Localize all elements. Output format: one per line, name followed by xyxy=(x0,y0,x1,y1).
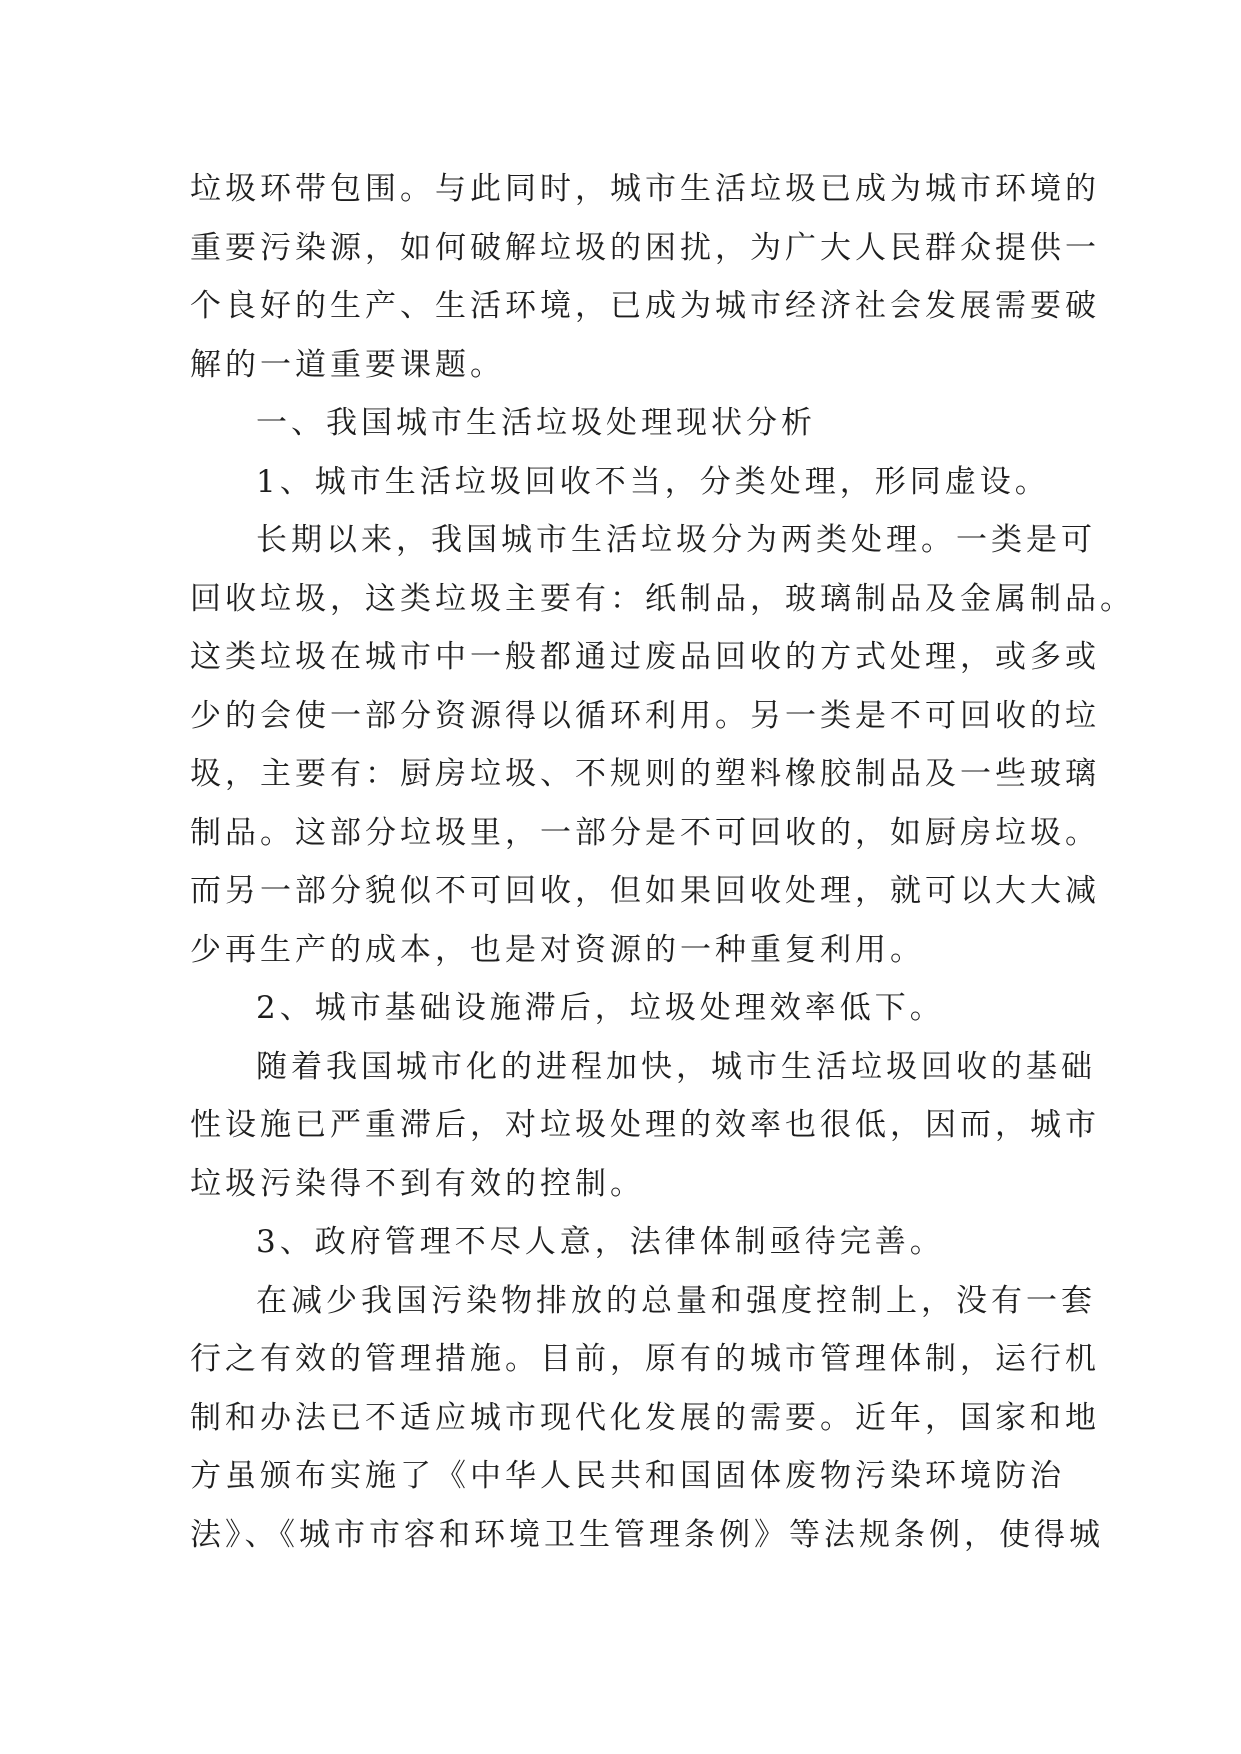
text-line: 法》、《城市市容和环境卫生管理条例》等法规条例，使得城 xyxy=(190,1516,1104,1553)
text-line: 垃圾污染得不到有效的控制。 xyxy=(190,1165,645,1202)
section-heading: 一、我国城市生活垃圾处理现状分析 xyxy=(256,405,816,441)
text-line: 解的一道重要课题。 xyxy=(190,346,505,383)
text-line: 随着我国城市化的进程加快，城市生活垃圾回收的基础 xyxy=(256,1048,1096,1085)
text-line: 圾，主要有：厨房垃圾、不规则的塑料橡胶制品及一些玻璃 xyxy=(190,756,1100,792)
text-line: 回收垃圾，这类垃圾主要有：纸制品，玻璃制品及金属制品。 xyxy=(190,580,1135,617)
text-line: 制和办法已不适应城市现代化发展的需要。近年，国家和地 xyxy=(190,1399,1100,1436)
text-line: 这类垃圾在城市中一般都通过废品回收的方式处理，或多或 xyxy=(190,639,1100,675)
text-line: 而另一部分貌似不可回收，但如果回收处理，就可以大大减 xyxy=(190,873,1100,909)
text-line: 制品。这部分垃圾里，一部分是不可回收的，如厨房垃圾。 xyxy=(190,814,1100,851)
subsection-heading: 2、城市基础设施滞后，垃圾处理效率低下。 xyxy=(256,990,945,1026)
text-line: 长期以来，我国城市生活垃圾分为两类处理。一类是可 xyxy=(256,522,1096,558)
text-line: 垃圾环带包围。与此同时，城市生活垃圾已成为城市环境的 xyxy=(190,171,1100,207)
text-line: 行之有效的管理措施。目前，原有的城市管理体制，运行机 xyxy=(190,1341,1100,1377)
subsection-heading: 3、政府管理不尽人意，法律体制亟待完善。 xyxy=(256,1224,945,1260)
body-text xyxy=(190,160,1135,1564)
text-line: 个良好的生产、生活环境，已成为城市经济社会发展需要破 xyxy=(190,288,1100,324)
text-line: 在减少我国污染物排放的总量和强度控制上，没有一套 xyxy=(256,1282,1096,1319)
subsection-heading: 1、城市生活垃圾回收不当，分类处理，形同虚设。 xyxy=(256,463,1050,500)
text-line: 方虽颁布实施了《中华人民共和国固体废物污染环境防治 xyxy=(190,1458,1065,1494)
text-line: 少的会使一部分资源得以循环利用。另一类是不可回收的垃 xyxy=(190,697,1100,734)
text-line: 少再生产的成本，也是对资源的一种重复利用。 xyxy=(190,931,925,968)
text-line: 性设施已严重滞后，对垃圾处理的效率也很低，因而，城市 xyxy=(190,1107,1100,1143)
text-line: 重要污染源，如何破解垃圾的困扰，为广大人民群众提供一 xyxy=(190,229,1100,266)
